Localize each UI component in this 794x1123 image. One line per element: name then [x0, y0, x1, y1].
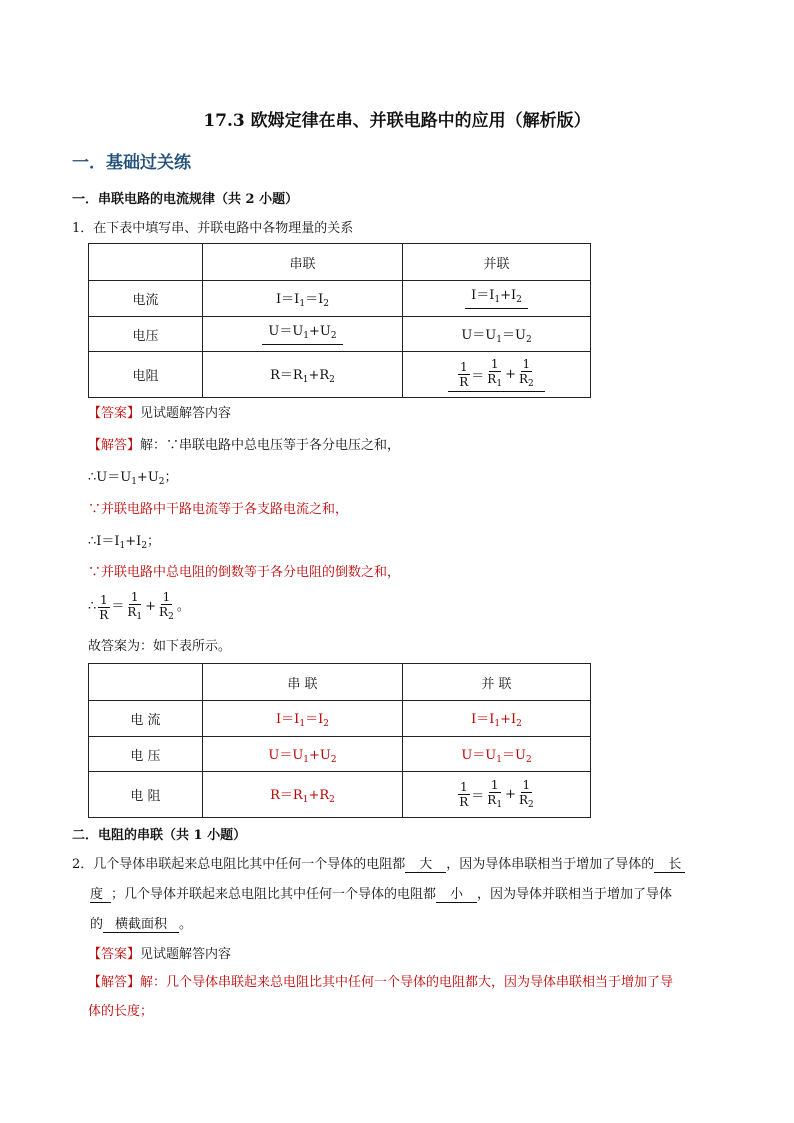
- analysis-resistance-rule: ∵并联电路中总电阻的倒数等于各分电阻的倒数之和，: [88, 565, 401, 580]
- header-parallel: 并 联: [403, 664, 591, 701]
- question-2-line-2: 度 ；几个导体并联起来总电阻比其中任何一个导体的电阻都 小 ，因为导体并联相当于增加了导体: [90, 887, 673, 902]
- subsection-heading: 一．串联电路的电流规律（共 2 小题）: [72, 192, 299, 207]
- subsection-heading-2: 二．电阻的串联（共 1 小题）: [72, 828, 247, 843]
- analysis-line-2: 【解答】解：几个导体串联起来总电阻比其中任何一个导体的电阻都大，因为导体串联相当于增加了导: [88, 975, 674, 990]
- header-parallel: 并联: [403, 244, 591, 281]
- cell-voltage-series-blank: $U=U_1+U_2$: [203, 317, 403, 352]
- row-label-current: 电流: [89, 281, 203, 317]
- answer-line: 【答案】见试题解答内容: [88, 406, 232, 421]
- question-1-stem: 1．在下表中填写串、并联电路中各物理量的关系: [72, 221, 354, 236]
- page-title: 17.3 欧姆定律在串、并联电路中的应用（解析版）: [203, 111, 591, 131]
- question-2-line-3: 的 横截面积 。: [90, 917, 193, 932]
- analysis-line-2b: 体的长度；: [88, 1004, 154, 1019]
- answer-line-2: 【答案】见试题解答内容: [88, 947, 232, 962]
- row-label-resistance: 电 阻: [89, 772, 203, 818]
- cell-current-series: $I=I_1=I_2$: [203, 701, 403, 737]
- conclusion-line: 故答案为：如下表所示。: [88, 639, 232, 654]
- section-heading: 一．基础过关练: [72, 153, 191, 173]
- analysis-current-rule: ∵并联电路中干路电流等于各支路电流之和，: [88, 502, 349, 517]
- header-blank: [89, 664, 203, 701]
- analysis-resistance-result: ∴ $\frac{1}{R}$ ＝ $\frac{1}{R_1}$ + $\frac{1}{R_2}$ 。: [88, 590, 190, 622]
- row-label-voltage: 电压: [89, 317, 203, 352]
- header-blank: [89, 244, 203, 281]
- question-table: [88, 243, 591, 398]
- cell-current-parallel-blank: $I=I_1+I_2$: [403, 281, 591, 317]
- cell-resistance-series: $R=R_1+R_2$: [203, 772, 403, 818]
- row-label-resistance: 电阻: [89, 352, 203, 398]
- header-series: 串 联: [203, 664, 403, 701]
- row-label-current: 电 流: [89, 701, 203, 737]
- cell-voltage-parallel: $U=U_1=U_2$: [403, 737, 591, 772]
- header-series: 串联: [203, 244, 403, 281]
- cell-resistance-parallel-blank: $\frac{1}{R}$ ＝ $\frac{1}{R_1}$ + $\frac{1}{R_2}$: [403, 352, 591, 398]
- cell-resistance-parallel: $\frac{1}{R}$ ＝ $\frac{1}{R_1}$ + $\frac{1}{R_2}$: [403, 772, 591, 818]
- cell-resistance-series: $R=R_1+R_2$: [203, 352, 403, 398]
- cell-current-series: $I=I_1=I_2$: [203, 281, 403, 317]
- question-2-line-1: 2．几个导体串联起来总电阻比其中任何一个导体的电阻都 大 ，因为导体串联相当于增加了导体的 长: [72, 856, 685, 874]
- analysis-current-result: $\therefore I=I_1+I_2$；: [88, 534, 161, 551]
- analysis-line: 【解答】解：∵串联电路中总电压等于各分电压之和，: [88, 438, 401, 453]
- answer-table: [88, 663, 591, 818]
- cell-voltage-series: $U=U_1+U_2$: [203, 737, 403, 772]
- cell-current-parallel: $I=I_1+I_2$: [403, 701, 591, 737]
- cell-voltage-parallel: $U=U_1=U_2$: [403, 317, 591, 352]
- row-label-voltage: 电 压: [89, 737, 203, 772]
- analysis-voltage-result: $\therefore U=U_1+U_2$；: [88, 470, 178, 487]
